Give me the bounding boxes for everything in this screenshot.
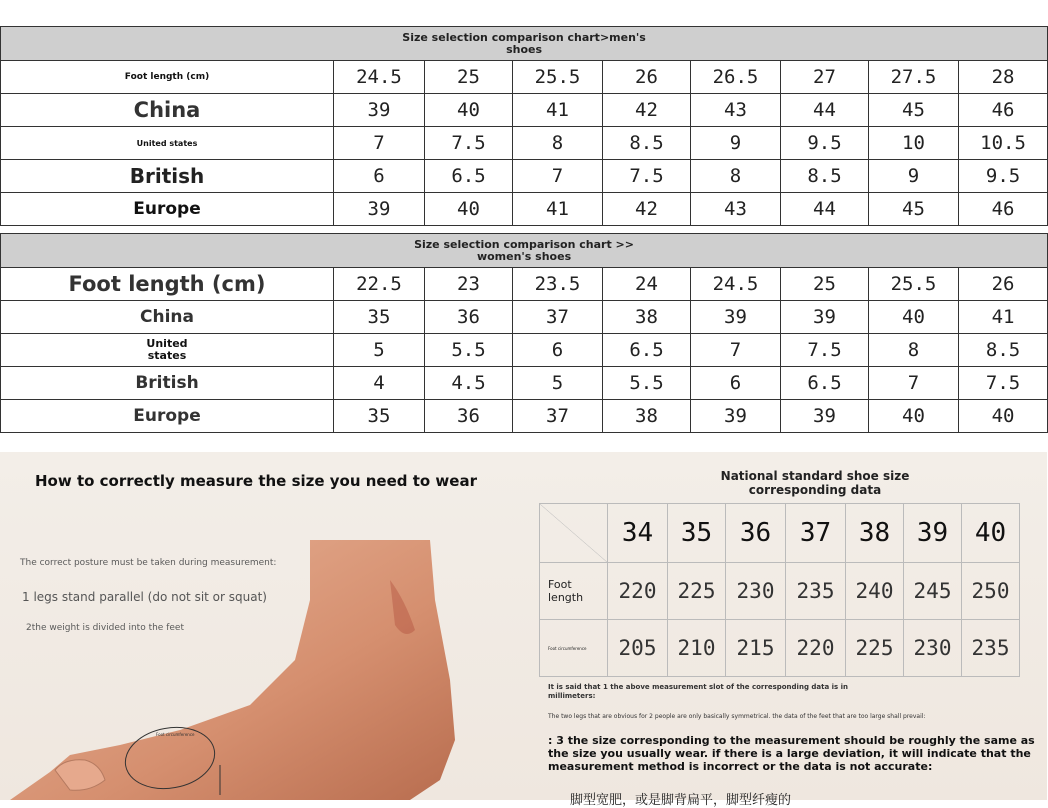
table-cell: 205 bbox=[608, 620, 668, 677]
note-2: The two legs that are obvious for 2 people are only basically symmetrical. the data of the feet that are too large shall prevail: bbox=[548, 713, 926, 720]
table-cell: 25 bbox=[781, 268, 869, 301]
table-cell: 39 bbox=[781, 301, 869, 334]
table-cell: 9.5 bbox=[959, 160, 1048, 193]
table-cell: 215 bbox=[726, 620, 786, 677]
mens-row-foot-length bbox=[1, 61, 1048, 94]
table-cell: 39 bbox=[781, 400, 869, 433]
table-cell: 6 bbox=[334, 160, 425, 193]
mens-row-british bbox=[1, 160, 1048, 193]
table-cell: 250 bbox=[962, 563, 1020, 620]
size-header-row bbox=[540, 504, 1020, 563]
foot-image bbox=[10, 540, 510, 800]
table-cell: 36 bbox=[425, 400, 513, 433]
table-cell: 9 bbox=[869, 160, 959, 193]
table-cell: 24.5 bbox=[334, 61, 425, 94]
womens-row-china bbox=[1, 301, 1048, 334]
row-label: British bbox=[1, 160, 334, 193]
measure-guide-title: How to correctly measure the size you need to wear bbox=[35, 472, 477, 490]
table-cell: 6.5 bbox=[425, 160, 513, 193]
table-cell: 26 bbox=[603, 61, 691, 94]
table-cell: 44 bbox=[781, 193, 869, 226]
table-cell: 245 bbox=[904, 563, 962, 620]
table-cell: 10.5 bbox=[959, 127, 1048, 160]
table-cell: 235 bbox=[962, 620, 1020, 677]
row-label: Europe bbox=[1, 400, 334, 433]
table-cell: 25.5 bbox=[869, 268, 959, 301]
table-cell: 7.5 bbox=[959, 367, 1048, 400]
table-cell: 24.5 bbox=[691, 268, 781, 301]
measurement-guide-panel bbox=[0, 452, 1047, 808]
table-cell: 45 bbox=[869, 193, 959, 226]
womens-row-united-states bbox=[1, 334, 1048, 367]
mens-size-table bbox=[0, 26, 1048, 226]
table-cell: 220 bbox=[608, 563, 668, 620]
row-label: Europe bbox=[1, 193, 334, 226]
table-cell: 40 bbox=[869, 301, 959, 334]
table-cell: 8.5 bbox=[959, 334, 1048, 367]
posture-step-1: 1 legs stand parallel (do not sit or squat) bbox=[22, 590, 267, 604]
size-header: 34 bbox=[608, 504, 668, 563]
table-cell: 37 bbox=[513, 400, 603, 433]
table-cell: 26 bbox=[959, 268, 1048, 301]
table-cell: 35 bbox=[334, 400, 425, 433]
table-cell: 220 bbox=[786, 620, 846, 677]
table-cell: 42 bbox=[603, 94, 691, 127]
table-cell: 6.5 bbox=[603, 334, 691, 367]
foot-illustration bbox=[10, 540, 510, 800]
table-cell: 25 bbox=[425, 61, 513, 94]
table-cell: 24 bbox=[603, 268, 691, 301]
table-cell: 27.5 bbox=[869, 61, 959, 94]
corner-cell bbox=[540, 504, 608, 563]
table-cell: 40 bbox=[869, 400, 959, 433]
size-header: 39 bbox=[904, 504, 962, 563]
foot-circumference-row bbox=[540, 620, 1020, 677]
table-cell: 225 bbox=[668, 563, 726, 620]
table-cell: 7.5 bbox=[781, 334, 869, 367]
table-cell: 4.5 bbox=[425, 367, 513, 400]
table-cell: 8 bbox=[869, 334, 959, 367]
row-label: Foot length (cm) bbox=[1, 268, 334, 301]
mens-row-united-states bbox=[1, 127, 1048, 160]
womens-row-british bbox=[1, 367, 1048, 400]
posture-step-2: 2the weight is divided into the feet bbox=[26, 623, 184, 633]
table-cell: 8.5 bbox=[603, 127, 691, 160]
table-cell: 40 bbox=[959, 400, 1048, 433]
table-cell: 23 bbox=[425, 268, 513, 301]
table-cell: 39 bbox=[691, 400, 781, 433]
foot-length-row bbox=[540, 563, 1020, 620]
womens-size-table bbox=[0, 233, 1048, 433]
table-cell: 5 bbox=[334, 334, 425, 367]
table-cell: 36 bbox=[425, 301, 513, 334]
table-cell: 37 bbox=[513, 301, 603, 334]
row-label: China bbox=[1, 301, 334, 334]
mens-table-title: Size selection comparison chart>men's shoes bbox=[1, 27, 1048, 61]
womens-row-europe bbox=[1, 400, 1048, 433]
table-cell: 28 bbox=[959, 61, 1048, 94]
size-header: 37 bbox=[786, 504, 846, 563]
national-standard-table bbox=[539, 503, 1020, 677]
table-cell: 38 bbox=[603, 400, 691, 433]
table-cell: 8.5 bbox=[781, 160, 869, 193]
table-cell: 40 bbox=[425, 94, 513, 127]
table-cell: 230 bbox=[904, 620, 962, 677]
table-cell: 35 bbox=[334, 301, 425, 334]
row-label: United states bbox=[1, 334, 334, 367]
size-header: 35 bbox=[668, 504, 726, 563]
table-cell: 22.5 bbox=[334, 268, 425, 301]
mens-row-china bbox=[1, 94, 1048, 127]
mens-row-europe bbox=[1, 193, 1048, 226]
table-cell: 40 bbox=[425, 193, 513, 226]
table-cell: 43 bbox=[691, 94, 781, 127]
table-cell: 5.5 bbox=[603, 367, 691, 400]
table-cell: 26.5 bbox=[691, 61, 781, 94]
table-cell: 44 bbox=[781, 94, 869, 127]
table-cell: 7 bbox=[869, 367, 959, 400]
table-cell: 10 bbox=[869, 127, 959, 160]
row-label: United states bbox=[1, 127, 334, 160]
table-cell: 39 bbox=[334, 193, 425, 226]
table-cell: 42 bbox=[603, 193, 691, 226]
womens-table-title: Size selection comparison chart >> women's shoes bbox=[1, 234, 1048, 268]
table-cell: 230 bbox=[726, 563, 786, 620]
row-label: Foot length (cm) bbox=[1, 61, 334, 94]
row-label: China bbox=[1, 94, 334, 127]
table-cell: 39 bbox=[691, 301, 781, 334]
table-cell: 225 bbox=[846, 620, 904, 677]
row-label: Foot length bbox=[540, 563, 608, 620]
table-cell: 7.5 bbox=[603, 160, 691, 193]
table-cell: 38 bbox=[603, 301, 691, 334]
table-cell: 46 bbox=[959, 94, 1048, 127]
table-cell: 25.5 bbox=[513, 61, 603, 94]
row-label: Foot circumference bbox=[540, 620, 608, 677]
table-cell: 210 bbox=[668, 620, 726, 677]
table-cell: 41 bbox=[513, 94, 603, 127]
table-cell: 39 bbox=[334, 94, 425, 127]
size-header: 40 bbox=[962, 504, 1020, 563]
table-cell: 8 bbox=[691, 160, 781, 193]
table-cell: 9 bbox=[691, 127, 781, 160]
note-4: 脚型宽肥，或是脚背扁平，脚型纤瘦的 bbox=[570, 793, 792, 808]
table-cell: 7 bbox=[691, 334, 781, 367]
table-cell: 27 bbox=[781, 61, 869, 94]
table-cell: 5 bbox=[513, 367, 603, 400]
table-cell: 7.5 bbox=[425, 127, 513, 160]
table-cell: 6.5 bbox=[781, 367, 869, 400]
note-3: : 3 the size corresponding to the measurement should be roughly the same as the size you usually wear. if there is a large deviation, it will indicate that the measurement method is incorrect or the data is not accurate: bbox=[548, 734, 1035, 773]
table-cell: 240 bbox=[846, 563, 904, 620]
posture-intro-text: The correct posture must be taken during measurement: bbox=[20, 558, 277, 568]
row-label: British bbox=[1, 367, 334, 400]
national-standard-title: National standard shoe size corresponding data bbox=[720, 469, 910, 497]
table-cell: 46 bbox=[959, 193, 1048, 226]
table-cell: 43 bbox=[691, 193, 781, 226]
table-cell: 8 bbox=[513, 127, 603, 160]
size-header: 36 bbox=[726, 504, 786, 563]
table-cell: 235 bbox=[786, 563, 846, 620]
table-cell: 23.5 bbox=[513, 268, 603, 301]
table-cell: 7 bbox=[334, 127, 425, 160]
table-cell: 6 bbox=[691, 367, 781, 400]
table-cell: 9.5 bbox=[781, 127, 869, 160]
size-header: 38 bbox=[846, 504, 904, 563]
note-1: It is said that 1 the above measurement slot of the corresponding data is in millimeters: bbox=[548, 683, 849, 700]
table-cell: 4 bbox=[334, 367, 425, 400]
circumference-callout: Foot circumference bbox=[156, 732, 195, 737]
table-cell: 41 bbox=[513, 193, 603, 226]
table-cell: 5.5 bbox=[425, 334, 513, 367]
table-cell: 41 bbox=[959, 301, 1048, 334]
womens-row-foot-length bbox=[1, 268, 1048, 301]
table-cell: 6 bbox=[513, 334, 603, 367]
table-cell: 7 bbox=[513, 160, 603, 193]
table-cell: 45 bbox=[869, 94, 959, 127]
